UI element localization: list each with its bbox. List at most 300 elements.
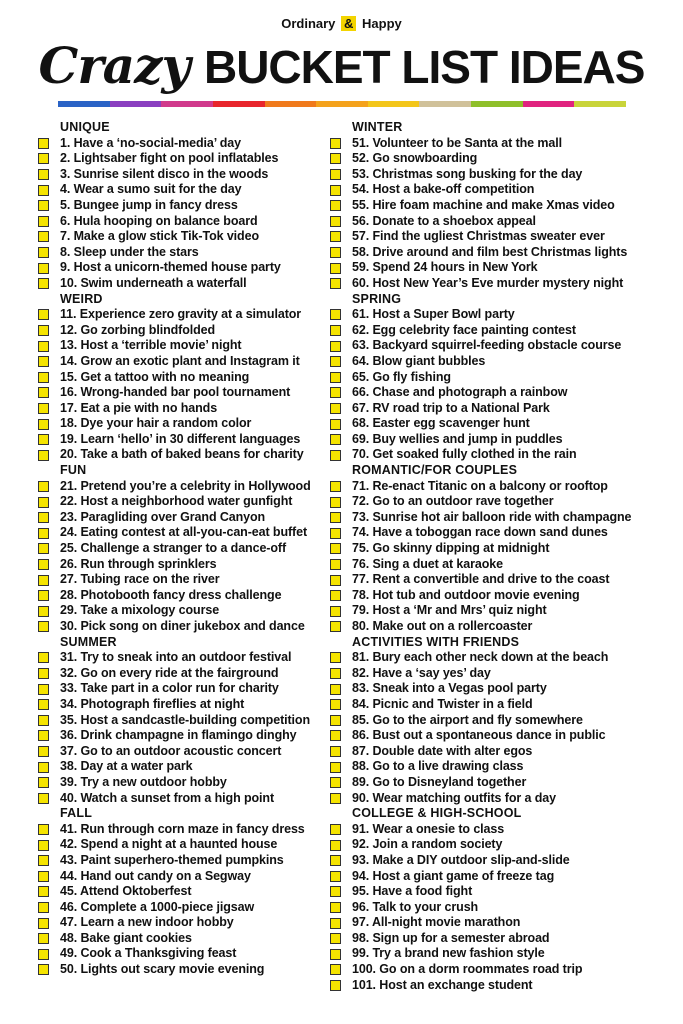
list-item (38, 229, 333, 245)
section-heading: SPRING (352, 291, 402, 306)
list-item-text: 61. Host a Super Bowl party (352, 307, 515, 322)
list-item-text: 42. Spend a night at a haunted house (60, 837, 278, 852)
list-item (330, 728, 650, 744)
list-item (38, 744, 333, 760)
list-section (38, 292, 333, 464)
list-item (330, 744, 650, 760)
list-item-text: 30. Pick song on diner jukebox and dance (60, 619, 305, 633)
list-item (330, 494, 650, 510)
color-stripe (58, 101, 626, 107)
list-item-text: 91. Wear a onesie to class (352, 821, 505, 836)
checkbox-icon[interactable] (330, 185, 341, 196)
list-item (38, 962, 333, 978)
checkbox-icon[interactable] (330, 216, 341, 227)
list-item-text: 34. Photograph fireflies at night (60, 696, 245, 711)
list-item (38, 759, 333, 775)
list-item-text: 21. Pretend you’re a celebrity in Hollywood (60, 478, 311, 493)
list-item (38, 307, 333, 323)
checkbox-icon[interactable] (330, 497, 341, 508)
list-item (330, 479, 650, 495)
checkbox-icon[interactable] (38, 840, 49, 851)
list-item (330, 650, 650, 666)
list-item (330, 775, 650, 791)
list-item-text: 54. Host a bake-off competition (352, 182, 535, 197)
list-item-text: 96. Talk to your crush (352, 899, 479, 914)
checkbox-icon[interactable] (38, 777, 49, 788)
color-stripe-segment (213, 101, 265, 107)
list-item (38, 791, 333, 807)
checkbox-icon[interactable] (38, 684, 49, 695)
checkbox-icon[interactable] (330, 715, 341, 726)
checkbox-icon[interactable] (330, 450, 341, 461)
list-item (330, 962, 650, 978)
list-item-text: 76. Sing a duet at karaoke (352, 556, 503, 571)
checkbox-icon[interactable] (38, 247, 49, 258)
list-item-text: 37. Go to an outdoor acoustic concert (60, 743, 282, 758)
list-item-text: 14. Grow an exotic plant and Instagram it (60, 353, 300, 368)
checkbox-icon[interactable] (38, 590, 49, 601)
checkbox-icon[interactable] (330, 793, 341, 804)
list-item (330, 245, 650, 261)
color-stripe-segment (265, 101, 317, 107)
checkbox-icon[interactable] (38, 403, 49, 414)
checkbox-icon[interactable] (330, 309, 341, 320)
list-item-text: 6. Hula hooping on balance board (60, 213, 258, 228)
checkbox-icon[interactable] (330, 231, 341, 242)
checkbox-icon[interactable] (38, 278, 49, 289)
checkbox-icon[interactable] (38, 231, 49, 242)
section-heading: UNIQUE (60, 120, 110, 134)
list-item-text: 47. Learn a new indoor hobby (60, 915, 234, 930)
list-item (330, 900, 650, 916)
checkbox-icon[interactable] (38, 263, 49, 274)
list-item-text: 82. Have a ‘say yes’ day (352, 665, 491, 680)
list-item (330, 432, 650, 448)
list-item (38, 385, 333, 401)
list-item (38, 151, 333, 167)
checkbox-icon[interactable] (38, 169, 49, 180)
list-item-text: 87. Double date with alter egos (352, 743, 533, 758)
list-item-text: 5. Bungee jump in fancy dress (60, 197, 238, 212)
checkbox-icon[interactable] (38, 434, 49, 445)
list-item-text: 26. Run through sprinklers (60, 556, 217, 571)
list-item-text: 56. Donate to a shoebox appeal (352, 213, 536, 228)
list-item (38, 946, 333, 962)
page-title (0, 36, 683, 96)
checkbox-icon[interactable] (330, 840, 341, 851)
checkbox-icon[interactable] (330, 559, 341, 570)
list-item (330, 416, 650, 432)
checkbox-icon[interactable] (38, 886, 49, 897)
checkbox-icon[interactable] (330, 372, 341, 383)
checkbox-icon[interactable] (38, 933, 49, 944)
checkbox-icon[interactable] (330, 200, 341, 211)
list-item-text: 55. Hire foam machine and make Xmas video (352, 197, 615, 212)
list-section (330, 635, 650, 807)
list-item (38, 245, 333, 261)
list-item-text: 41. Run through corn maze in fancy dress (60, 821, 305, 836)
list-item-text: 75. Go skinny dipping at midnight (352, 541, 550, 556)
list-item (38, 338, 333, 354)
checkbox-icon[interactable] (38, 668, 49, 679)
checkbox-icon[interactable] (38, 902, 49, 913)
checkbox-icon[interactable] (38, 372, 49, 383)
list-item-text: 57. Find the ugliest Christmas sweater ever (352, 229, 605, 244)
list-section (38, 463, 333, 635)
checkbox-icon[interactable] (38, 949, 49, 960)
brand-name-right: Happy (362, 16, 402, 31)
checkbox-icon[interactable] (330, 918, 341, 929)
color-stripe-segment (523, 101, 575, 107)
list-item (38, 931, 333, 947)
checkbox-icon[interactable] (38, 309, 49, 320)
list-item (330, 978, 650, 994)
list-item (330, 619, 650, 635)
checkbox-icon[interactable] (330, 575, 341, 586)
checkbox-icon[interactable] (38, 200, 49, 211)
list-item-text: 15. Get a tattoo with no meaning (60, 369, 250, 384)
list-item-text: 100. Go on a dorm roommates road trip (352, 962, 583, 977)
list-section (330, 806, 650, 993)
list-section (38, 806, 333, 978)
list-item (38, 525, 333, 541)
checkbox-icon[interactable] (330, 606, 341, 617)
color-stripe-segment (574, 101, 626, 107)
list-item (38, 869, 333, 885)
checkbox-icon[interactable] (38, 762, 49, 773)
checkbox-icon[interactable] (38, 621, 49, 632)
list-item (38, 136, 333, 152)
checkbox-icon[interactable] (330, 777, 341, 788)
list-item (330, 370, 650, 386)
list-item (38, 681, 333, 697)
list-item-text: 51. Volunteer to be Santa at the mall (352, 135, 563, 150)
list-item-text: 8. Sleep under the stars (60, 244, 199, 259)
list-item-text: 68. Easter egg scavenger hunt (352, 416, 530, 431)
list-item (330, 946, 650, 962)
list-item-text: 63. Backyard squirrel-feeding obstacle course (352, 338, 622, 353)
list-item (38, 619, 333, 635)
list-item-text: 58. Drive around and film best Christmas lights (352, 244, 628, 259)
checkbox-icon[interactable] (330, 403, 341, 414)
list-item (38, 182, 333, 198)
checkbox-icon[interactable] (330, 512, 341, 523)
checkbox-icon[interactable] (330, 169, 341, 180)
checkbox-icon[interactable] (330, 543, 341, 554)
list-item-text: 12. Go zorbing blindfolded (60, 322, 216, 337)
checkbox-icon[interactable] (330, 886, 341, 897)
list-section (330, 292, 650, 464)
checkbox-icon[interactable] (330, 356, 341, 367)
list-item-text: 43. Paint superhero-themed pumpkins (60, 852, 284, 867)
brand-ampersand: & (341, 16, 356, 31)
list-item-text: 67. RV road trip to a National Park (352, 400, 550, 415)
checkbox-icon[interactable] (38, 746, 49, 757)
list-section (330, 463, 650, 635)
checkbox-icon[interactable] (38, 559, 49, 570)
list-item (330, 276, 650, 292)
list-item (330, 791, 650, 807)
list-item (330, 837, 650, 853)
checkbox-icon[interactable] (38, 793, 49, 804)
list-item-text: 32. Go on every ride at the fairground (60, 665, 279, 680)
list-item-text: 88. Go to a live drawing class (352, 759, 524, 774)
list-item (330, 447, 650, 463)
list-item-text: 20. Take a bath of baked beans for charity (60, 447, 304, 462)
list-item (330, 182, 650, 198)
list-item (330, 697, 650, 713)
list-item (38, 650, 333, 666)
list-item (330, 588, 650, 604)
list-item (330, 603, 650, 619)
list-item (330, 136, 650, 152)
list-item (38, 713, 333, 729)
list-item (38, 915, 333, 931)
list-item (330, 931, 650, 947)
list-item-text: 77. Rent a convertible and drive to the coast (352, 572, 610, 587)
list-item (330, 323, 650, 339)
color-stripe-segment (316, 101, 368, 107)
list-item-text: 16. Wrong-handed bar pool tournament (60, 385, 291, 400)
list-item-text: 69. Buy wellies and jump in puddles (352, 431, 563, 446)
list-item-text: 38. Day at a water park (60, 759, 193, 774)
list-item (330, 759, 650, 775)
list-item-text: 95. Have a food fight (352, 884, 473, 899)
list-item-text: 35. Host a sandcastle-building competition (60, 712, 311, 727)
title-script: Crazy (38, 36, 190, 95)
list-item (330, 853, 650, 869)
checkbox-icon[interactable] (330, 341, 341, 352)
list-item (330, 525, 650, 541)
list-item (330, 557, 650, 573)
checkbox-icon[interactable] (330, 434, 341, 445)
checkbox-icon[interactable] (330, 652, 341, 663)
list-item-text: 24. Eating contest at all-you-can-eat buffet (60, 525, 308, 540)
list-item-text: 53. Christmas song busking for the day (352, 166, 583, 181)
checkbox-icon[interactable] (38, 356, 49, 367)
list-item-text: 25. Challenge a stranger to a dance-off (60, 541, 287, 556)
checkbox-icon[interactable] (330, 590, 341, 601)
checkbox-icon[interactable] (38, 964, 49, 975)
list-item (330, 198, 650, 214)
checkbox-icon[interactable] (330, 949, 341, 960)
list-item (38, 167, 333, 183)
checkbox-icon[interactable] (330, 481, 341, 492)
list-item-text: 39. Try a new outdoor hobby (60, 774, 227, 789)
list-item (38, 214, 333, 230)
list-item-text: 50. Lights out scary movie evening (60, 962, 265, 977)
list-item-text: 28. Photobooth fancy dress challenge (60, 587, 282, 602)
list-item (330, 713, 650, 729)
title-caps: BUCKET LIST IDEAS (203, 41, 645, 93)
list-item (38, 775, 333, 791)
list-item (38, 276, 333, 292)
section-heading: FUN (60, 463, 87, 478)
checkbox-icon[interactable] (330, 746, 341, 757)
color-stripe-segment (110, 101, 162, 107)
color-stripe-segment (471, 101, 523, 107)
list-item-text: 60. Host New Year’s Eve murder mystery night (352, 275, 624, 290)
list-item (330, 869, 650, 885)
brand-logo (0, 16, 683, 31)
checkbox-icon[interactable] (330, 855, 341, 866)
list-item-text: 74. Have a toboggan race down sand dunes (352, 525, 608, 540)
list-item-text: 31. Try to sneak into an outdoor festival (60, 650, 292, 665)
list-item-text: 4. Wear a sumo suit for the day (60, 182, 242, 197)
checkbox-icon[interactable] (38, 185, 49, 196)
left-column (38, 120, 333, 978)
checkbox-icon[interactable] (38, 871, 49, 882)
list-item-text: 17. Eat a pie with no hands (60, 400, 218, 415)
list-item (38, 354, 333, 370)
list-item (38, 447, 333, 463)
list-item-text: 72. Go to an outdoor rave together (352, 494, 554, 509)
list-item-text: 44. Hand out candy on a Segway (60, 868, 251, 883)
checkbox-icon[interactable] (38, 528, 49, 539)
list-item-text: 97. All-night movie marathon (352, 915, 521, 930)
checkbox-icon[interactable] (38, 216, 49, 227)
section-heading: FALL (60, 806, 93, 821)
checkbox-icon[interactable] (38, 575, 49, 586)
checkbox-icon[interactable] (330, 247, 341, 258)
list-item-text: 36. Drink champagne in flamingo dinghy (60, 728, 297, 743)
list-item-text: 9. Host a unicorn-themed house party (60, 260, 281, 275)
list-item-text: 13. Host a ‘terrible movie’ night (60, 338, 242, 353)
list-item-text: 2. Lightsaber fight on pool inflatables (60, 151, 279, 166)
list-section (330, 120, 650, 292)
checkbox-icon[interactable] (38, 341, 49, 352)
list-item-text: 101. Host an exchange student (352, 977, 533, 992)
list-section (38, 635, 333, 807)
list-item-text: 22. Host a neighborhood water gunfight (60, 494, 293, 509)
list-section (38, 120, 333, 292)
checkbox-icon[interactable] (330, 668, 341, 679)
list-item-text: 93. Make a DIY outdoor slip-and-slide (352, 852, 570, 867)
list-item-text: 85. Go to the airport and fly somewhere (352, 712, 583, 727)
checkbox-icon[interactable] (330, 153, 341, 164)
list-item-text: 48. Bake giant cookies (60, 930, 192, 945)
list-item (38, 884, 333, 900)
checkbox-icon[interactable] (330, 699, 341, 710)
color-stripe-segment (368, 101, 420, 107)
section-heading: ROMANTIC/FOR COUPLES (352, 463, 518, 478)
checkbox-icon[interactable] (38, 497, 49, 508)
checkbox-icon[interactable] (330, 730, 341, 741)
list-item (38, 260, 333, 276)
checkbox-icon[interactable] (38, 481, 49, 492)
color-stripe-segment (161, 101, 213, 107)
list-item-text: 23. Paragliding over Grand Canyon (60, 509, 266, 524)
checkbox-icon[interactable] (330, 980, 341, 991)
checkbox-icon[interactable] (330, 419, 341, 430)
list-item (330, 541, 650, 557)
checkbox-icon[interactable] (330, 824, 341, 835)
checkbox-icon[interactable] (330, 871, 341, 882)
list-item (330, 385, 650, 401)
list-item (330, 681, 650, 697)
checkbox-icon[interactable] (330, 964, 341, 975)
checkbox-icon[interactable] (330, 138, 341, 149)
list-item (38, 541, 333, 557)
section-heading: SUMMER (60, 634, 117, 649)
list-item-text: 98. Sign up for a semester abroad (352, 930, 550, 945)
list-item (38, 198, 333, 214)
checkbox-icon[interactable] (330, 621, 341, 632)
checkbox-icon[interactable] (38, 450, 49, 461)
checkbox-icon[interactable] (330, 325, 341, 336)
list-item (38, 728, 333, 744)
checkbox-icon[interactable] (38, 543, 49, 554)
checkbox-icon[interactable] (38, 652, 49, 663)
list-item (330, 822, 650, 838)
checkbox-icon[interactable] (38, 138, 49, 149)
checkbox-icon[interactable] (330, 762, 341, 773)
checkbox-icon[interactable] (38, 824, 49, 835)
list-item (330, 884, 650, 900)
list-item-text: 3. Sunrise silent disco in the woods (60, 166, 269, 181)
checkbox-icon[interactable] (38, 730, 49, 741)
list-item-text: 45. Attend Oktoberfest (60, 884, 192, 899)
color-stripe-segment (58, 101, 110, 107)
list-item-text: 27. Tubing race on the river (60, 572, 220, 587)
checkbox-icon[interactable] (330, 263, 341, 274)
checkbox-icon[interactable] (38, 855, 49, 866)
list-item (38, 510, 333, 526)
list-item (330, 915, 650, 931)
checkbox-icon[interactable] (330, 933, 341, 944)
checkbox-icon[interactable] (38, 918, 49, 929)
checkbox-icon[interactable] (38, 512, 49, 523)
list-item-text: 78. Hot tub and outdoor movie evening (352, 587, 580, 602)
list-item (330, 354, 650, 370)
list-item-text: 1. Have a ‘no-social-media’ day (60, 135, 242, 150)
checkbox-icon[interactable] (38, 153, 49, 164)
checkbox-icon[interactable] (330, 902, 341, 913)
checkbox-icon[interactable] (330, 684, 341, 695)
list-item (330, 307, 650, 323)
list-item-text: 90. Wear matching outfits for a day (352, 790, 556, 805)
list-item (38, 370, 333, 386)
list-item-text: 52. Go snowboarding (352, 151, 478, 166)
list-item-text: 80. Make out on a rollercoaster (352, 619, 533, 633)
checkbox-icon[interactable] (38, 699, 49, 710)
list-item-text: 92. Join a random society (352, 837, 503, 852)
list-item-text: 10. Swim underneath a waterfall (60, 275, 247, 290)
list-item (38, 697, 333, 713)
checkbox-icon[interactable] (38, 325, 49, 336)
list-item-text: 81. Bury each other neck down at the beach (352, 650, 609, 665)
checkbox-icon[interactable] (38, 387, 49, 398)
list-item-text: 62. Egg celebrity face painting contest (352, 322, 576, 337)
checkbox-icon[interactable] (38, 419, 49, 430)
checkbox-icon[interactable] (330, 278, 341, 289)
checkbox-icon[interactable] (38, 715, 49, 726)
list-item (38, 822, 333, 838)
list-item-text: 46. Complete a 1000-piece jigsaw (60, 899, 255, 914)
list-item (330, 229, 650, 245)
list-item-text: 66. Chase and photograph a rainbow (352, 385, 568, 400)
checkbox-icon[interactable] (330, 387, 341, 398)
list-item-text: 94. Host a giant game of freeze tag (352, 868, 555, 883)
list-item-text: 73. Sunrise hot air balloon ride with champagne (352, 509, 632, 524)
list-item (38, 588, 333, 604)
list-item (330, 510, 650, 526)
checkbox-icon[interactable] (330, 528, 341, 539)
list-item (38, 416, 333, 432)
checkbox-icon[interactable] (38, 606, 49, 617)
list-item (330, 260, 650, 276)
list-item (38, 900, 333, 916)
